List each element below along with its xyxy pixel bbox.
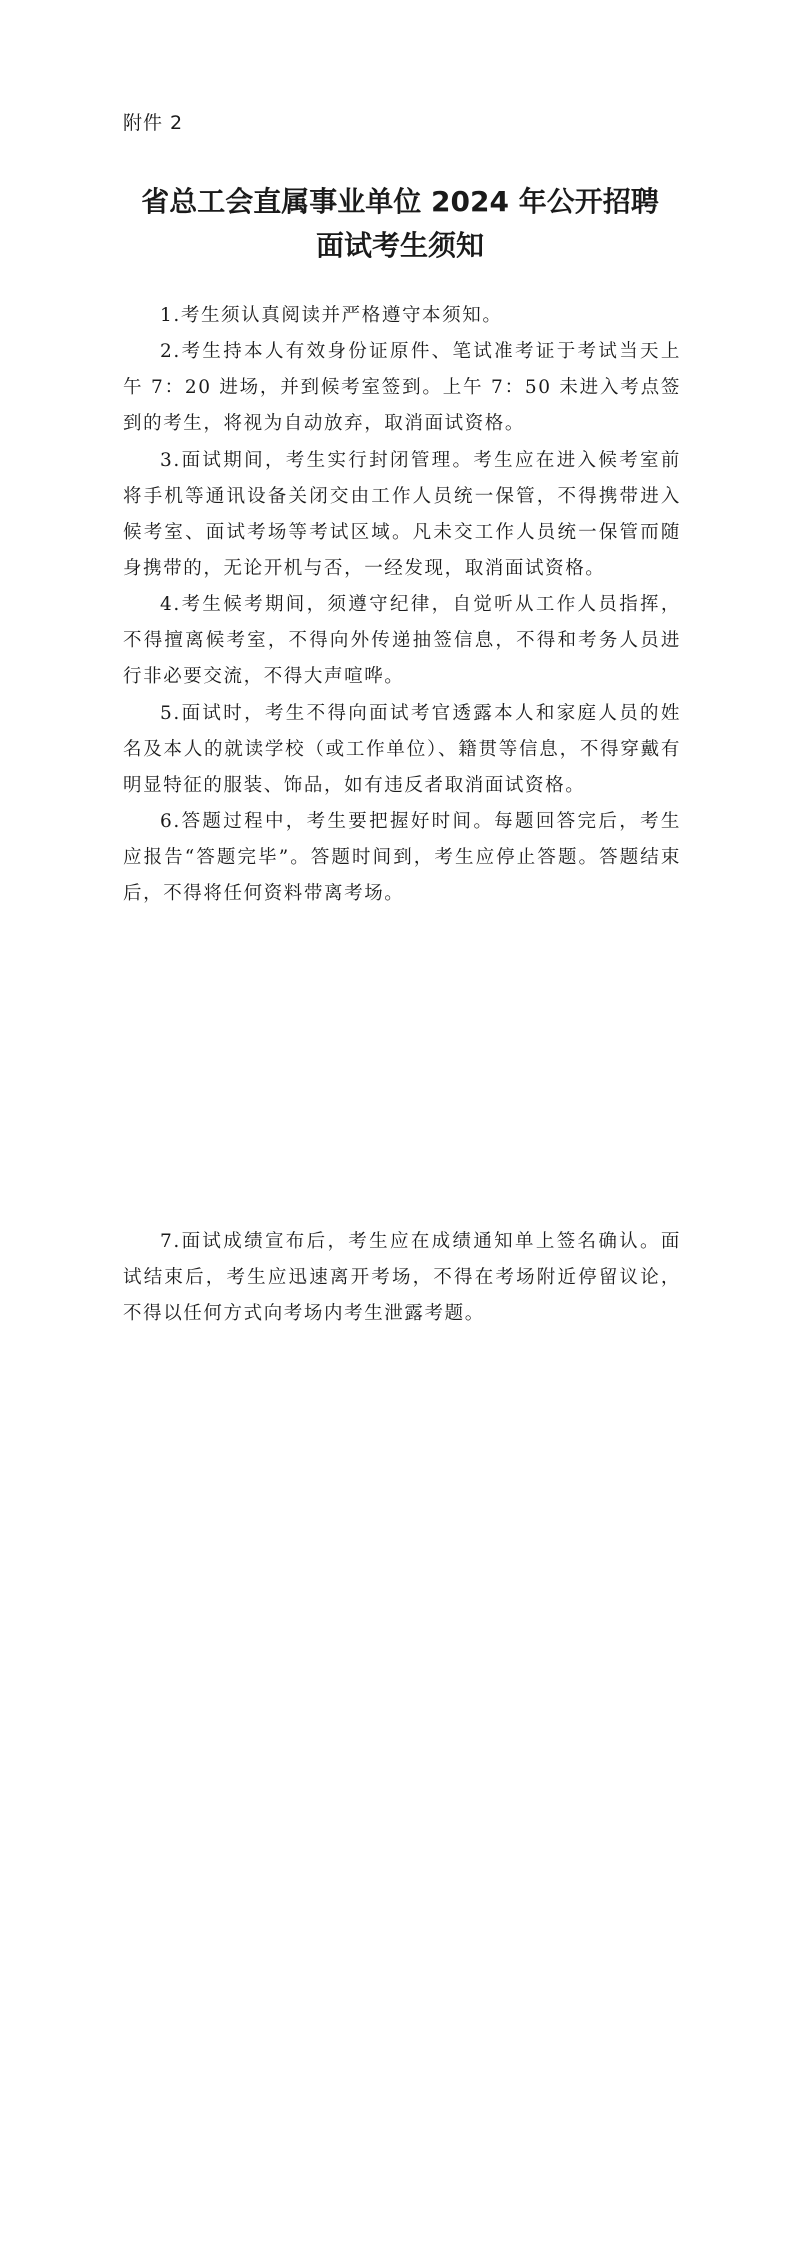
rule-paragraph-6: 6.答题过程中，考生要把握好时间。每题回答完后，考生应报告“答题完毕”。答题时间到，考生应停止答题。答题结束后，不得将任何资料带离考场。 <box>123 811 681 904</box>
rule-paragraph-2: 2.考生持本人有效身份证原件、笔试准考证于考试当天上午 7：20 进场，并到候考室签到。上午 7：50 未进入考点签到的考生，将视为自动放弃，取消面试资格。 <box>123 341 681 434</box>
rule-paragraph-1: 1.考生须认真阅读并严格遵守本须知。 <box>160 305 503 326</box>
rule-paragraph-3: 3.面试期间，考生实行封闭管理。考生应在进入候考室前将手机等通讯设备关闭交由工作人员统一保管，不得携带进入候考室、面试考场等考试区域。凡未交工作人员统一保管而随身携带的，无论开机与否，一经发现，取消面试资格。 <box>123 450 681 579</box>
attachment-label: 附件 2 <box>123 112 184 134</box>
rule-paragraph-5: 5.面试时，考生不得向面试考官透露本人和家庭人员的姓名及本人的就读学校（或工作单位）、籍贯等信息，不得穿戴有明显特征的服装、饰品，如有违反者取消面试资格。 <box>123 703 681 796</box>
rule-paragraph-4: 4.考生候考期间，须遵守纪律，自觉听从工作人员指挥，不得擅离候考室，不得向外传递抽签信息，不得和考务人员进行非必要交流，不得大声喧哗。 <box>123 594 681 687</box>
document-title-line-1: 省总工会直属事业单位 2024 年公开招聘 <box>141 185 659 218</box>
rule-paragraph-7: 7.面试成绩宣布后，考生应在成绩通知单上签名确认。面试结束后，考生应迅速离开考场，不得在考场附近停留议论，不得以任何方式向考场内考生泄露考题。 <box>123 1231 681 1324</box>
document-title-line-2: 面试考生须知 <box>315 229 484 262</box>
